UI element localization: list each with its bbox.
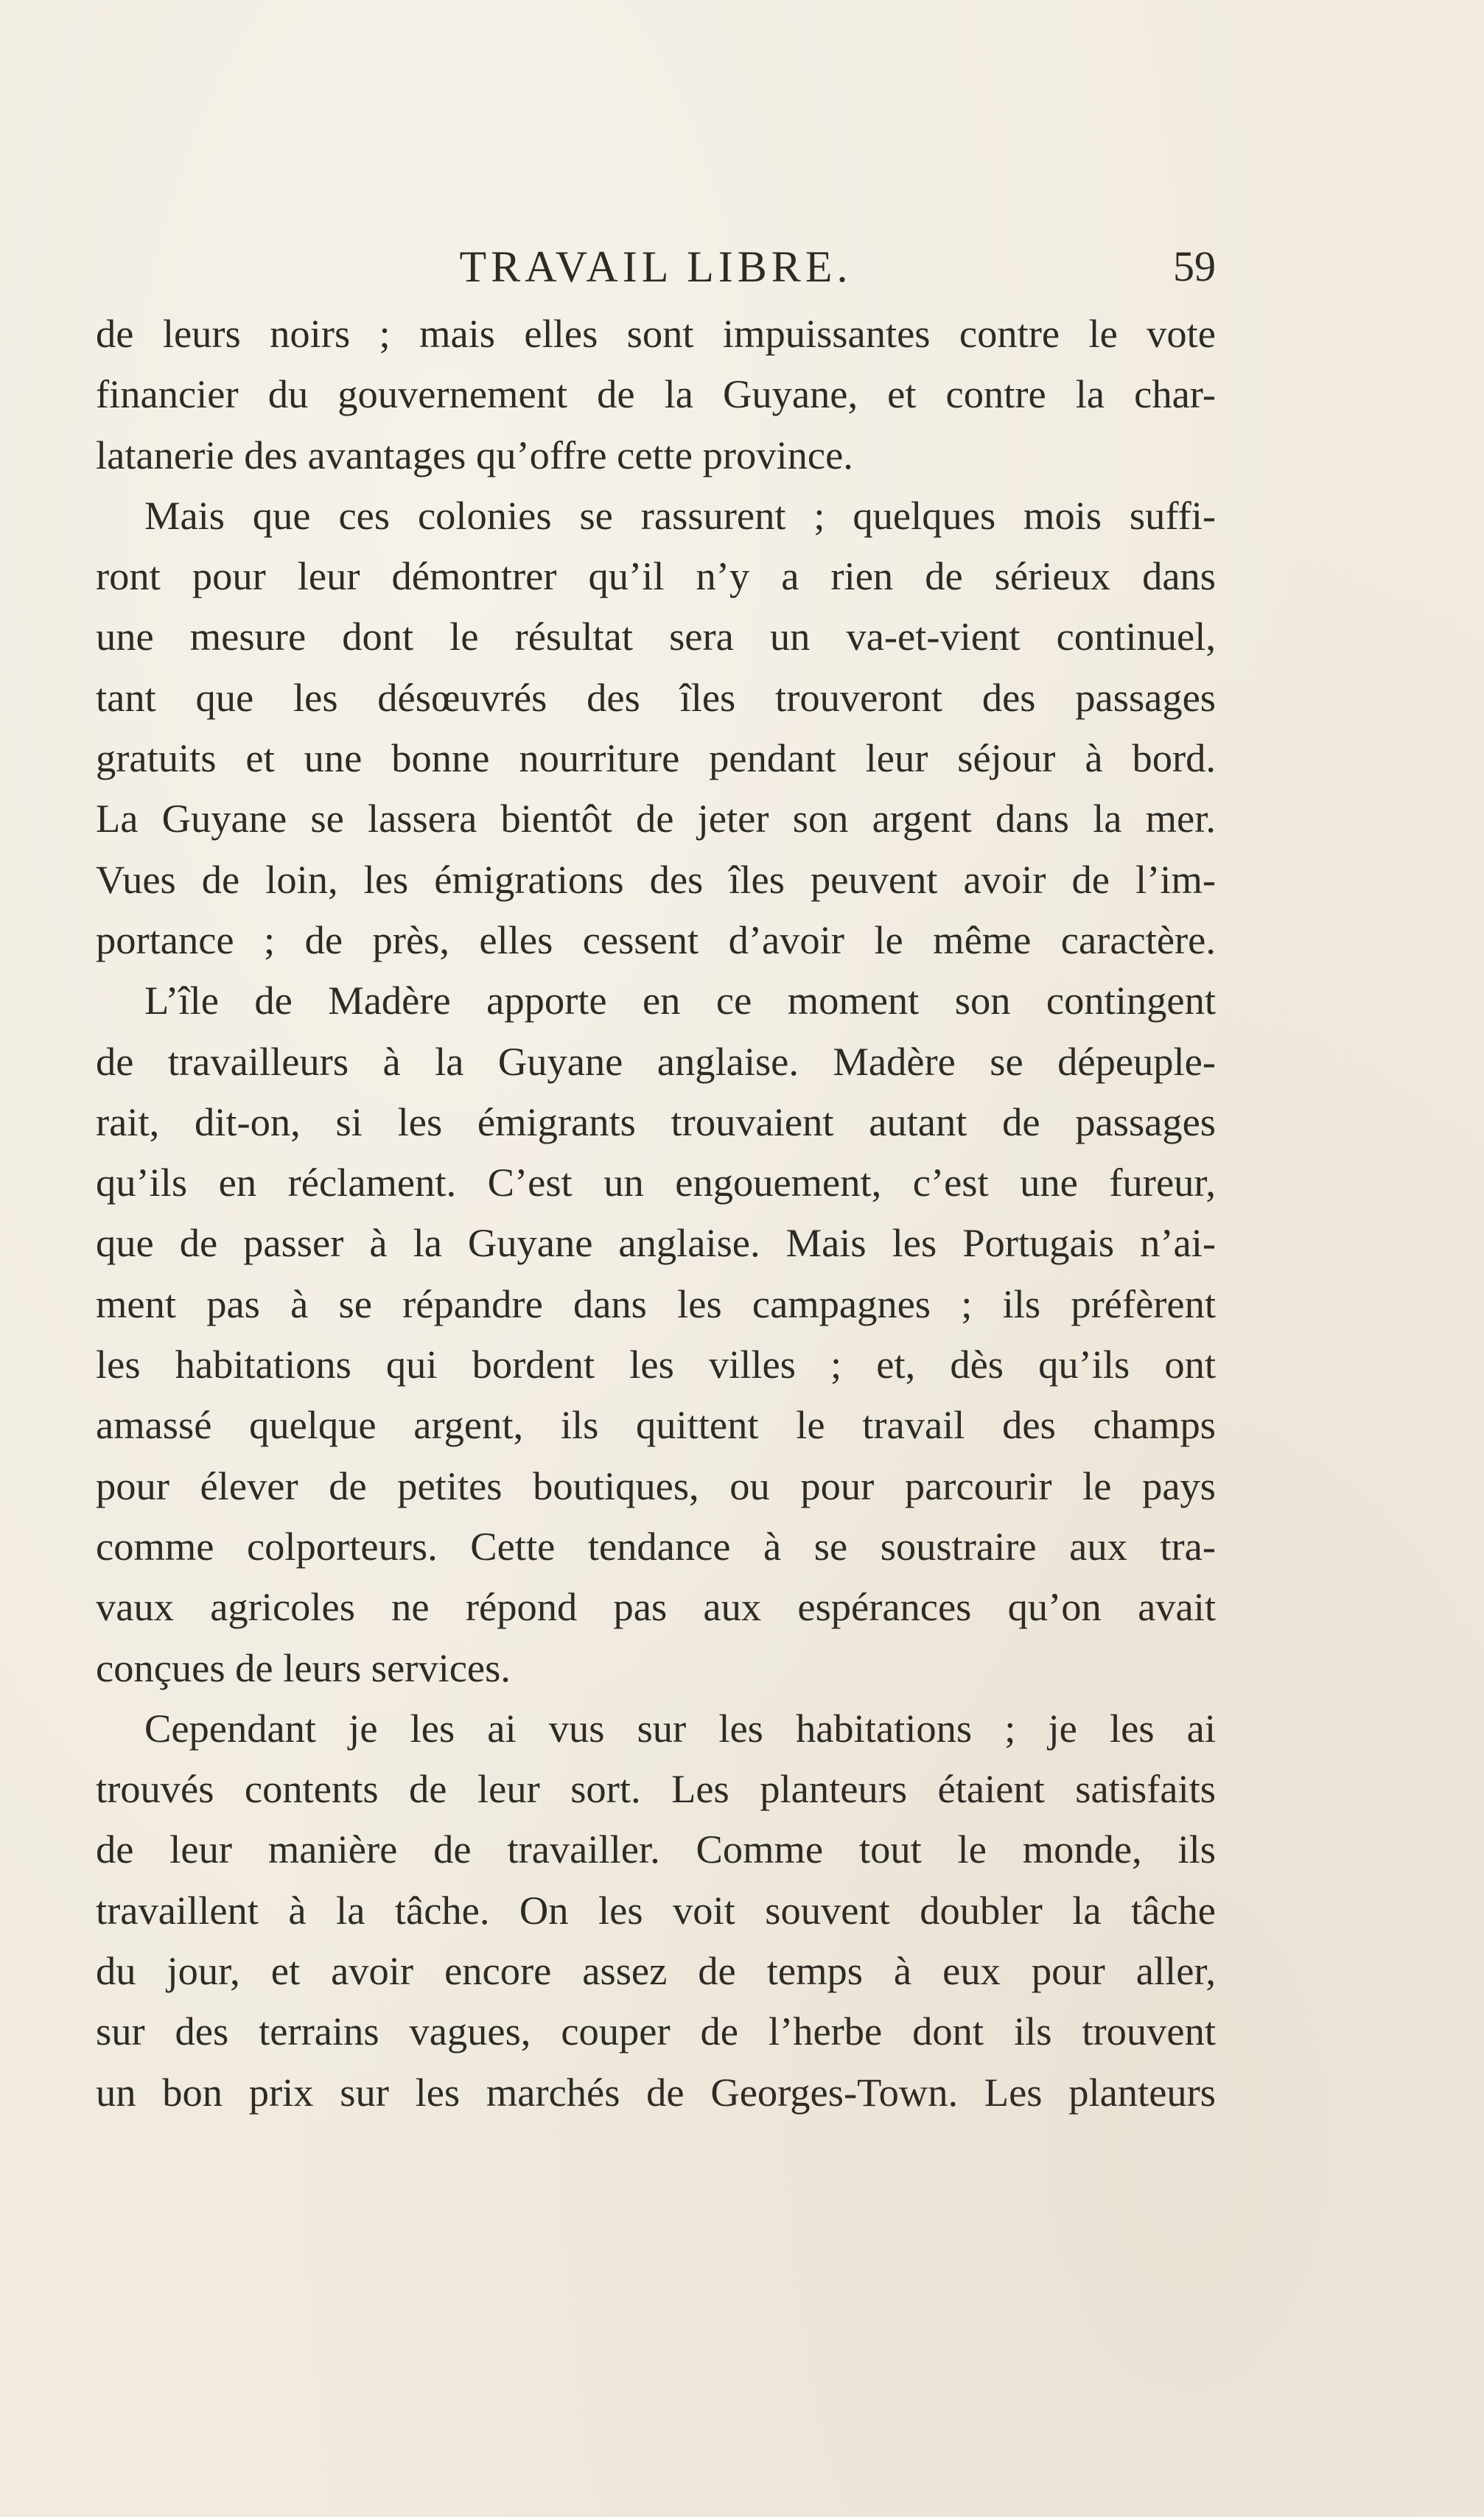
text-line: rait, dit-on, si les émigrants trouvaient autant de passages bbox=[96, 1099, 1216, 1144]
text-line: pour élever de petites boutiques, ou pour parcourir le pays bbox=[96, 1463, 1216, 1508]
text-line: vaux agricoles ne répond pas aux espérances qu’on avait bbox=[96, 1584, 1216, 1630]
text-line: de travailleurs à la Guyane anglaise. Madère se dépeuple- bbox=[96, 1038, 1216, 1084]
body-text bbox=[96, 304, 1216, 2123]
text-line: amassé quelque argent, ils quittent le travail des champs bbox=[96, 1402, 1216, 1448]
text-line: ment pas à se répandre dans les campagnes ; ils préfèrent bbox=[96, 1281, 1216, 1326]
text-line: tant que les désœuvrés des îles trouveront des passages bbox=[96, 674, 1216, 720]
paragraph bbox=[96, 970, 1216, 1698]
text-line: latanerie des avantages qu’offre cette province. bbox=[96, 432, 853, 477]
text-line: gratuits et une bonne nourriture pendant leur séjour à bord. bbox=[96, 735, 1216, 781]
text-line: un bon prix sur les marchés de Georges-Town. Les planteurs bbox=[96, 2069, 1216, 2115]
text-line: Cependant je les ai vus sur les habitations ; je les ai bbox=[144, 1705, 1216, 1751]
text-line: La Guyane se lassera bientôt de jeter son argent dans la mer. bbox=[96, 796, 1216, 841]
running-head bbox=[96, 237, 1216, 296]
text-line: les habitations qui bordent les villes ; et, dès qu’ils ont bbox=[96, 1342, 1216, 1387]
text-line: portance ; de près, elles cessent d’avoir le même caractère. bbox=[96, 917, 1216, 962]
text-line: Vues de loin, les émigrations des îles peuvent avoir de l’im- bbox=[96, 856, 1216, 902]
text-line: que de passer à la Guyane anglaise. Mais les Portugais n’ai- bbox=[96, 1220, 1216, 1266]
text-line: ront pour leur démontrer qu’il n’y a rien de sérieux dans bbox=[96, 553, 1216, 599]
text-line: de leurs noirs ; mais elles sont impuissantes contre le vote bbox=[96, 311, 1216, 356]
running-title: TRAVAIL LIBRE. bbox=[459, 242, 853, 291]
text-line: conçues de leurs services. bbox=[96, 1645, 511, 1690]
page-number: 59 bbox=[1173, 242, 1216, 290]
paragraph bbox=[96, 486, 1216, 970]
text-line: L’île de Madère apporte en ce moment son contingent bbox=[144, 978, 1216, 1023]
text-line: sur des terrains vagues, couper de l’herbe dont ils trouvent bbox=[96, 2009, 1216, 2054]
text-line: comme colporteurs. Cette tendance à se soustraire aux tra- bbox=[96, 1523, 1216, 1569]
paragraph bbox=[96, 1698, 1216, 2123]
text-line: qu’ils en réclament. C’est un engouement, c’est une fureur, bbox=[96, 1160, 1216, 1205]
paragraph bbox=[96, 304, 1216, 486]
text-line: du jour, et avoir encore assez de temps à eux pour aller, bbox=[96, 1948, 1216, 1994]
text-line: de leur manière de travailler. Comme tout le monde, ils bbox=[96, 1827, 1216, 1872]
text-line: trouvés contents de leur sort. Les planteurs étaient satisfaits bbox=[96, 1766, 1216, 1812]
text-line: travaillent à la tâche. On les voit souvent doubler la tâche bbox=[96, 1887, 1216, 1933]
text-line: Mais que ces colonies se rassurent ; quelques mois suffi- bbox=[144, 492, 1216, 538]
text-line: financier du gouvernement de la Guyane, et contre la char- bbox=[96, 371, 1216, 417]
text-line: une mesure dont le résultat sera un va-et-vient continuel, bbox=[96, 614, 1216, 659]
